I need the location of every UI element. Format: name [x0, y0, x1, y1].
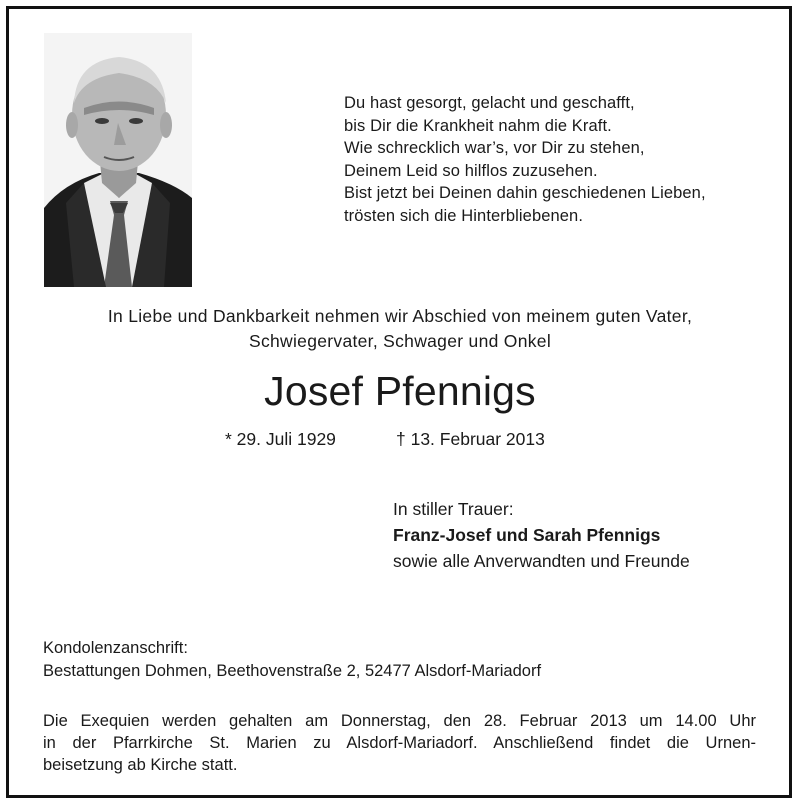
poem-line: Du hast gesorgt, gelacht und geschafft, — [344, 94, 635, 112]
mourners-names: Franz-Josef und Sarah Pfennigs — [393, 525, 661, 545]
portrait-photo — [44, 33, 192, 287]
intro-line: Schwiegervater, Schwager und Onkel — [248, 331, 552, 351]
life-dates — [0, 428, 800, 452]
mourners-block — [393, 496, 690, 574]
service-line: beisetzung ab Kirche statt. — [43, 756, 238, 774]
service-line: Die Exequien werden gehalten am Donnerstag, den 28. Februar 2013 um 14.00 Uhr — [43, 712, 756, 730]
condolence-address — [43, 637, 541, 683]
birth-date: * 29. Juli 1929 — [225, 429, 336, 449]
condolence-address-line: Bestattungen Dohmen, Beethovenstraße 2, 52477 Alsdorf-Mariadorf — [43, 662, 542, 680]
death-date: † 13. Februar 2013 — [396, 429, 545, 449]
condolence-label: Kondolenzanschrift: — [43, 639, 188, 657]
poem-line: Deinem Leid so hilflos zuzusehen. — [344, 161, 598, 180]
intro-text — [0, 304, 800, 354]
poem-line: Wie schrecklich war’s, vor Dir zu stehen, — [344, 139, 645, 157]
service-info — [43, 710, 756, 776]
poem-line: bis Dir die Krankheit nahm die Kraft. — [344, 116, 612, 135]
deceased-name: Josef Pfennigs — [264, 368, 536, 414]
service-line: in der Pfarrkirche St. Marien zu Alsdorf-Mariadorf. Anschließend findet die Urnen- — [43, 734, 756, 752]
intro-line: In Liebe und Dankbarkeit nehmen wir Abschied von meinem guten Vater, — [107, 306, 693, 326]
poem-verse — [344, 92, 764, 227]
poem-line: trösten sich die Hinterbliebenen. — [344, 206, 584, 225]
poem-line: Bist jetzt bei Deinen dahin geschiedenen Lieben, — [344, 184, 706, 202]
portrait-photo-icon — [44, 33, 192, 287]
mourners-heading: In stiller Trauer: — [393, 499, 514, 519]
mourners-others: sowie alle Anverwandten und Freunde — [393, 551, 690, 571]
